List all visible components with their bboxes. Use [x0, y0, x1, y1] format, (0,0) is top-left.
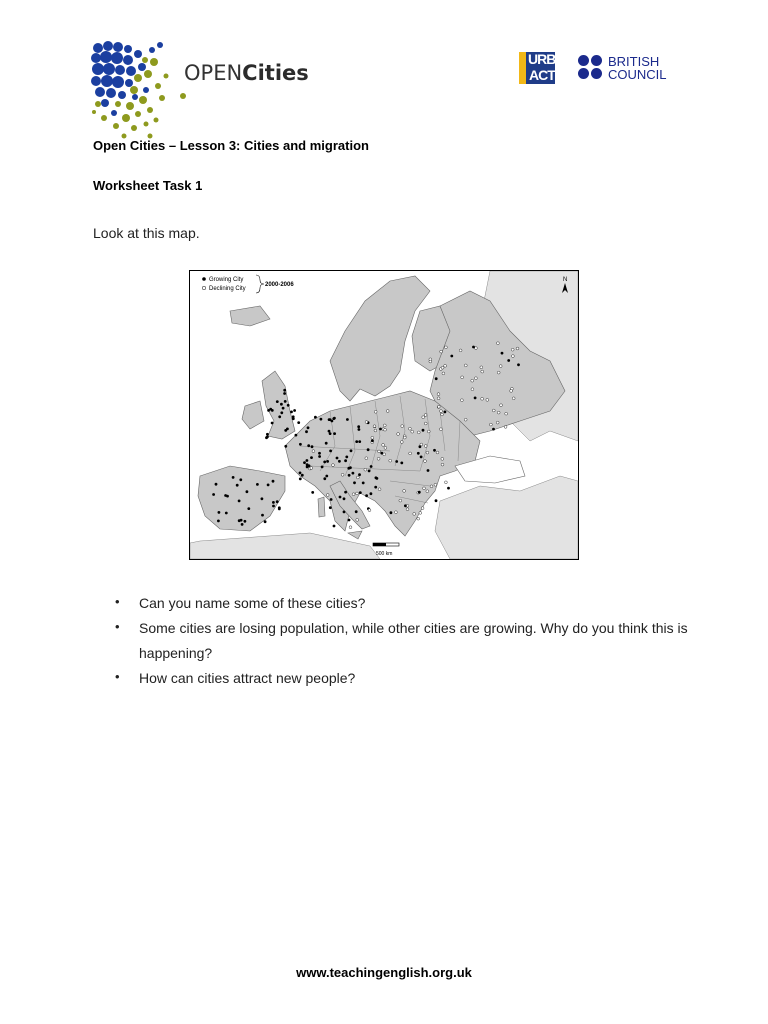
- growing-city-dot: [333, 432, 336, 435]
- declining-city-dot: [326, 494, 329, 497]
- growing-city-dot: [272, 505, 275, 508]
- growing-city-dot: [447, 487, 450, 490]
- growing-city-dot: [215, 483, 218, 486]
- urbact-logo-line1: URB: [528, 51, 556, 67]
- page-title: Open Cities – Lesson 3: Cities and migration: [93, 138, 369, 153]
- footer-url[interactable]: www.teachingenglish.org.uk: [296, 965, 472, 980]
- growing-city-dot: [311, 445, 314, 448]
- declining-city-dot: [382, 444, 385, 447]
- growing-city-dot: [355, 440, 358, 443]
- growing-city-dot: [284, 400, 287, 403]
- declining-city-dot: [437, 397, 440, 400]
- growing-city-dot: [404, 504, 407, 507]
- declining-city-dot: [436, 451, 439, 454]
- growing-city-dot: [333, 525, 336, 528]
- growing-city-dot: [357, 425, 360, 428]
- growing-city-dot: [318, 452, 321, 455]
- declining-city-dot: [481, 397, 484, 400]
- growing-city-dot: [328, 418, 331, 421]
- declining-city-dot: [481, 370, 484, 373]
- declining-city-dot: [374, 429, 377, 432]
- declining-city-dot: [426, 490, 429, 493]
- declining-city-dot: [417, 431, 420, 434]
- growing-city-dot: [433, 449, 436, 452]
- question-2: Some cities are losing population, while other cities are growing. Why do you think this is happening?: [139, 620, 688, 661]
- declining-city-dot: [373, 425, 376, 428]
- growing-city-dot: [350, 449, 353, 452]
- intro-text: Look at this map.: [93, 225, 200, 241]
- growing-city-dot: [374, 486, 377, 489]
- growing-city-dot: [225, 512, 228, 515]
- growing-city-dot: [239, 478, 242, 481]
- growing-city-dot: [352, 472, 355, 475]
- urbact-logo: [519, 52, 555, 84]
- british-council-logo: [578, 55, 678, 83]
- growing-city-dot: [314, 416, 317, 419]
- growing-city-dot: [348, 519, 351, 522]
- declining-city-dot: [365, 421, 368, 424]
- growing-city-dot: [247, 507, 250, 510]
- declining-city-dot: [411, 430, 414, 433]
- declining-city-dot: [357, 476, 360, 479]
- growing-city-dot: [287, 404, 290, 407]
- declining-city-dot: [403, 490, 406, 493]
- bullet-icon: •: [115, 594, 120, 609]
- growing-city-dot: [290, 411, 293, 414]
- opencities-wordmark-suffix: Cities: [242, 61, 309, 85]
- growing-city-dot: [267, 484, 270, 487]
- growing-city-dot: [368, 470, 371, 473]
- declining-city-dot: [374, 410, 377, 413]
- declining-city-dot: [413, 513, 416, 516]
- growing-city-dot: [353, 481, 356, 484]
- growing-city-dot: [329, 450, 332, 453]
- declining-city-dot: [444, 364, 447, 367]
- declining-city-dot: [424, 460, 427, 463]
- growing-city-dot: [367, 448, 370, 451]
- declining-city-dot: [409, 452, 412, 455]
- growing-city-dot: [422, 429, 425, 432]
- growing-city-dot: [284, 429, 287, 432]
- declining-city-dot: [371, 436, 374, 439]
- growing-city-dot: [318, 455, 321, 458]
- declining-city-dot: [386, 410, 389, 413]
- declining-city-dot: [510, 390, 513, 393]
- task-heading: Worksheet Task 1: [93, 178, 203, 193]
- growing-city-dot: [435, 377, 438, 380]
- declining-city-dot: [365, 457, 368, 460]
- declining-city-dot: [377, 457, 380, 460]
- growing-city-dot: [326, 460, 329, 463]
- opencities-dots-icon: [90, 40, 190, 145]
- declining-city-dot: [480, 366, 483, 369]
- growing-city-dot: [417, 452, 420, 455]
- growing-city-dot: [390, 511, 393, 514]
- declining-city-dot: [464, 364, 467, 367]
- growing-city-dot: [359, 491, 362, 494]
- growing-city-dot: [321, 466, 324, 469]
- growing-city-dot: [331, 420, 334, 423]
- growing-city-dot: [444, 411, 447, 414]
- growing-city-dot: [507, 359, 510, 362]
- list-item: [113, 666, 693, 691]
- growing-city-dot: [338, 460, 341, 463]
- declining-city-dot: [511, 348, 514, 351]
- growing-city-dot: [379, 428, 382, 431]
- growing-city-dot: [269, 408, 272, 411]
- declining-city-dot: [442, 372, 445, 375]
- declining-city-dot: [459, 349, 462, 352]
- growing-city-dot: [278, 508, 281, 511]
- declining-city-dot: [384, 428, 387, 431]
- declining-city-dot: [364, 468, 367, 471]
- declining-city-dot: [356, 492, 359, 495]
- declining-city-dot: [505, 412, 508, 415]
- declining-city-dot: [475, 377, 478, 380]
- europe-map-image: [190, 271, 578, 559]
- growing-city-dot: [283, 392, 286, 395]
- growing-city-dot: [344, 491, 347, 494]
- growing-city-dot: [325, 475, 328, 478]
- growing-city-dot: [224, 494, 227, 497]
- growing-city-dot: [308, 464, 311, 467]
- declining-city-dot: [430, 485, 433, 488]
- growing-city-dot: [450, 355, 453, 358]
- growing-city-dot: [266, 436, 269, 439]
- declining-city-dot: [471, 379, 474, 382]
- opencities-wordmark: [184, 61, 309, 85]
- growing-city-dot: [349, 466, 352, 469]
- declining-city-dot: [424, 414, 427, 417]
- declining-city-dot: [419, 512, 422, 515]
- declining-city-dot: [417, 517, 420, 520]
- growing-city-dot: [283, 389, 286, 392]
- question-1: Can you name some of these cities?: [139, 595, 366, 611]
- growing-city-dot: [323, 477, 326, 480]
- declining-city-dot: [512, 355, 515, 358]
- svg-text:500 km: 500 km: [376, 551, 393, 557]
- svg-text:N: N: [563, 277, 568, 283]
- question-list: [113, 591, 693, 691]
- declining-city-dot: [384, 447, 387, 450]
- declining-city-dot: [403, 436, 406, 439]
- growing-city-dot: [218, 511, 221, 514]
- growing-city-dot: [371, 439, 374, 442]
- declining-city-dot: [500, 404, 503, 407]
- list-item: [113, 591, 693, 616]
- declining-city-dot: [440, 410, 443, 413]
- growing-city-dot: [292, 417, 295, 420]
- growing-city-dot: [348, 474, 351, 477]
- declining-city-dot: [399, 499, 402, 502]
- growing-city-dot: [325, 442, 328, 445]
- growing-city-dot: [362, 482, 365, 485]
- declining-city-dot: [440, 350, 443, 353]
- declining-city-dot: [427, 430, 430, 433]
- growing-city-dot: [329, 506, 332, 509]
- growing-city-dot: [358, 473, 361, 476]
- growing-city-dot: [238, 500, 241, 503]
- declining-city-dot: [378, 450, 381, 453]
- growing-city-dot: [435, 499, 438, 502]
- declining-city-dot: [341, 473, 344, 476]
- declining-city-dot: [434, 483, 437, 486]
- declining-city-dot: [440, 428, 443, 431]
- growing-city-dot: [420, 456, 423, 459]
- growing-city-dot: [305, 430, 308, 433]
- declining-city-dot: [445, 346, 448, 349]
- legend-growing-label: Growing City: [209, 277, 244, 283]
- declining-city-dot: [437, 393, 440, 396]
- declining-city-dot: [426, 451, 429, 454]
- growing-city-dot: [370, 492, 373, 495]
- growing-city-dot: [276, 500, 279, 503]
- opencities-wordmark-prefix: OPEN: [184, 61, 243, 85]
- growing-city-dot: [344, 459, 347, 462]
- growing-city-dot: [272, 480, 275, 483]
- declining-city-dot: [349, 526, 352, 529]
- growing-city-dot: [280, 403, 283, 406]
- declining-city-dot: [352, 493, 355, 496]
- declining-city-dot: [406, 508, 409, 511]
- growing-city-dot: [212, 493, 215, 496]
- growing-city-dot: [271, 422, 274, 425]
- growing-city-dot: [272, 501, 275, 504]
- urbact-logo-line2: ACT: [529, 67, 555, 83]
- growing-city-dot: [293, 409, 296, 412]
- growing-city-dot: [427, 469, 430, 472]
- declining-city-dot: [486, 399, 489, 402]
- british-council-line1: BRITISH: [608, 54, 660, 69]
- growing-city-dot: [299, 443, 302, 446]
- declining-city-dot: [512, 397, 515, 400]
- declining-city-dot: [496, 421, 499, 424]
- growing-city-dot: [246, 490, 249, 493]
- growing-city-dot: [330, 498, 333, 501]
- growing-city-dot: [358, 440, 361, 443]
- growing-city-dot: [261, 497, 264, 500]
- declining-city-dot: [356, 519, 359, 522]
- growing-city-dot: [472, 346, 475, 349]
- scale-bar: [373, 543, 399, 557]
- growing-city-dot: [299, 472, 302, 475]
- declining-city-dot: [424, 445, 427, 448]
- list-item: [113, 616, 693, 666]
- growing-city-dot: [236, 484, 239, 487]
- declining-city-dot: [383, 424, 386, 427]
- growing-city-dot: [339, 496, 342, 499]
- declining-city-dot: [461, 376, 464, 379]
- declining-city-dot: [437, 405, 440, 408]
- growing-city-dot: [345, 456, 348, 459]
- growing-city-dot: [307, 444, 310, 447]
- british-council-dots-icon: [578, 55, 606, 83]
- declining-city-dot: [464, 418, 467, 421]
- bullet-icon: •: [115, 669, 120, 684]
- growing-city-dot: [395, 460, 398, 463]
- bullet-icon: •: [115, 619, 120, 634]
- growing-city-dot: [328, 430, 331, 433]
- growing-city-dot: [276, 400, 279, 403]
- growing-city-dot: [501, 352, 504, 355]
- growing-city-dot: [306, 459, 309, 462]
- declining-city-dot: [441, 413, 444, 416]
- growing-city-dot: [232, 476, 235, 479]
- growing-city-dot: [358, 428, 361, 431]
- declining-city-dot: [499, 365, 502, 368]
- declining-city-dot: [395, 511, 398, 514]
- growing-city-dot: [238, 519, 241, 522]
- growing-city-dot: [336, 457, 339, 460]
- growing-city-dot: [295, 434, 298, 437]
- declining-city-dot: [471, 388, 474, 391]
- declining-city-dot: [441, 366, 444, 369]
- declining-city-dot: [310, 467, 313, 470]
- declining-city-dot: [497, 342, 500, 345]
- growing-city-dot: [266, 433, 269, 436]
- declining-city-dot: [516, 347, 519, 350]
- growing-city-dot: [329, 432, 332, 435]
- growing-city-dot: [264, 520, 267, 523]
- growing-city-dot: [278, 415, 281, 418]
- growing-city-dot: [492, 428, 495, 431]
- growing-city-dot: [311, 491, 314, 494]
- declining-city-dot: [378, 488, 381, 491]
- map-legend: [202, 275, 294, 293]
- declining-city-dot: [429, 360, 432, 363]
- declining-city-dot: [422, 416, 425, 419]
- growing-city-dot: [284, 445, 287, 448]
- declining-city-dot: [441, 458, 444, 461]
- declining-city-dot: [368, 509, 371, 512]
- declining-city-dot: [492, 409, 495, 412]
- legend-period-label: 2000-2006: [265, 282, 294, 288]
- growing-city-dot: [301, 474, 304, 477]
- declining-city-dot: [475, 347, 478, 350]
- growing-city-dot: [280, 411, 283, 414]
- declining-city-dot: [441, 463, 444, 466]
- growing-city-dot: [307, 426, 310, 429]
- declining-city-dot: [312, 450, 315, 453]
- growing-city-dot: [217, 520, 220, 523]
- declining-city-dot: [490, 423, 493, 426]
- declining-city-dot: [400, 441, 403, 444]
- growing-city-dot: [299, 478, 302, 481]
- declining-city-dot: [383, 453, 386, 456]
- declining-city-dot: [424, 422, 427, 425]
- growing-city-dot: [244, 520, 247, 523]
- growing-city-dot: [241, 523, 244, 526]
- growing-city-dot: [261, 514, 264, 517]
- declining-city-dot: [445, 481, 448, 484]
- growing-city-dot: [375, 476, 378, 479]
- question-3: How can cities attract new people?: [139, 670, 356, 686]
- growing-city-dot: [370, 465, 373, 468]
- growing-city-dot: [474, 397, 477, 400]
- declining-city-dot: [401, 425, 404, 428]
- growing-city-dot: [418, 491, 421, 494]
- growing-city-dot: [303, 461, 306, 464]
- declining-city-dot: [332, 464, 335, 467]
- declining-city-dot: [409, 427, 412, 430]
- declining-city-dot: [423, 487, 426, 490]
- declining-city-dot: [389, 459, 392, 462]
- growing-city-dot: [282, 407, 285, 410]
- growing-city-dot: [400, 462, 403, 465]
- growing-city-dot: [343, 497, 346, 500]
- growing-city-dot: [310, 456, 313, 459]
- growing-city-dot: [517, 363, 520, 366]
- growing-city-dot: [297, 421, 300, 424]
- british-council-line2: COUNCIL: [608, 67, 667, 82]
- growing-city-dot: [346, 418, 349, 421]
- growing-city-dot: [332, 417, 335, 420]
- declining-city-dot: [421, 507, 424, 510]
- declining-city-dot: [497, 411, 500, 414]
- legend-declining-label: Declining City: [209, 286, 246, 292]
- british-council-wordmark: [608, 55, 667, 81]
- declining-city-dot: [497, 371, 500, 374]
- growing-city-dot: [256, 483, 259, 486]
- growing-city-dot: [365, 494, 368, 497]
- declining-city-dot: [504, 426, 507, 429]
- opencities-logo: [90, 40, 320, 145]
- growing-city-dot: [355, 510, 358, 513]
- growing-city-dot: [343, 511, 346, 514]
- growing-city-dot: [419, 445, 422, 448]
- growing-city-dot: [320, 418, 323, 421]
- declining-city-dot: [397, 433, 400, 436]
- europe-city-growth-map: [189, 270, 579, 560]
- declining-city-dot: [461, 399, 464, 402]
- growing-city-dot: [323, 461, 326, 464]
